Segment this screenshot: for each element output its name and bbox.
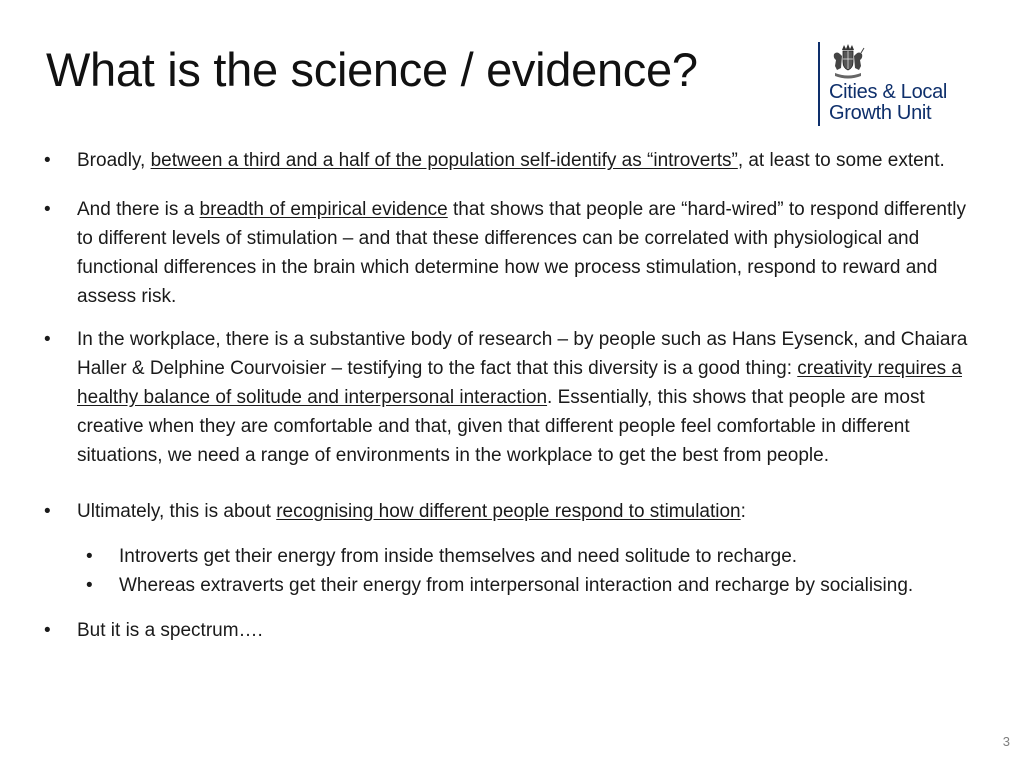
logo-line-1: Cities & Local — [829, 81, 948, 103]
bullet-dot-icon: • — [44, 329, 51, 350]
sub-bullet-item — [44, 542, 984, 571]
bullet-dot-icon: • — [86, 546, 93, 567]
bullet-text: In the workplace, there is a substantive body of research – by people such as Hans Eysenck, and Chaiara Haller & Delphine Courvoisier – testifying to the fact that this diversity is a good thing: — [77, 329, 968, 379]
bullet-dot-icon: • — [44, 199, 51, 220]
sub-bullet-text: Introverts get their energy from inside themselves and need solitude to recharge. — [119, 546, 798, 567]
bullet-text: : — [740, 501, 746, 522]
bullet-text: that shows that people are “hard-wired” to respond differently to different levels of stimulation – and that these differences can be correlated with physiological and functional differences in the brain which determine how we process stimulation, respond to reward and assess risk. — [77, 199, 966, 307]
bullet-item — [44, 497, 984, 526]
bullet-text: Broadly, — [77, 150, 151, 171]
logo-divider-line — [818, 42, 820, 126]
bullet-text: Ultimately, this is about — [77, 501, 277, 522]
sub-bullet-item — [44, 571, 984, 600]
slide-title: What is the science / evidence? — [46, 43, 698, 96]
cities-local-growth-unit-logo — [818, 42, 998, 128]
bullet-dot-icon: • — [44, 150, 51, 171]
bullet-underlined-text: creativity requires a healthy balance of solitude and interpersonal interaction — [77, 358, 962, 408]
bullet-dot-icon: • — [44, 620, 51, 641]
bullet-underlined-text: recognising how different people respond to stimulation — [276, 501, 741, 522]
bullet-text: , at least to some extent. — [737, 150, 945, 171]
bullet-item — [44, 616, 984, 645]
bullet-dot-icon: • — [44, 501, 51, 522]
bullet-text: But it is a spectrum…. — [77, 620, 263, 641]
logo-line-2: Growth Unit — [829, 102, 932, 124]
logo-text — [829, 82, 947, 124]
bullet-item — [44, 325, 984, 470]
bullet-item — [44, 195, 984, 311]
bullet-underlined-text: breadth of empirical evidence — [199, 199, 448, 220]
bullet-list — [44, 146, 984, 645]
bullet-text: And there is a — [77, 199, 200, 220]
bullet-text: . Essentially, this shows that people are most creative when they are comfortable and that, given that different people feel comfortable in different situations, we need a range of environments in the workplace to get the best from people. — [77, 387, 925, 466]
royal-coat-of-arms-icon — [828, 42, 868, 82]
bullet-dot-icon: • — [86, 575, 93, 596]
page-number: 3 — [1002, 734, 1010, 749]
sub-bullet-text: Whereas extraverts get their energy from interpersonal interaction and recharge by socialising. — [119, 575, 914, 596]
bullet-underlined-text: between a third and a half of the population self-identify as “introverts” — [150, 150, 738, 171]
bullet-item — [44, 146, 984, 175]
